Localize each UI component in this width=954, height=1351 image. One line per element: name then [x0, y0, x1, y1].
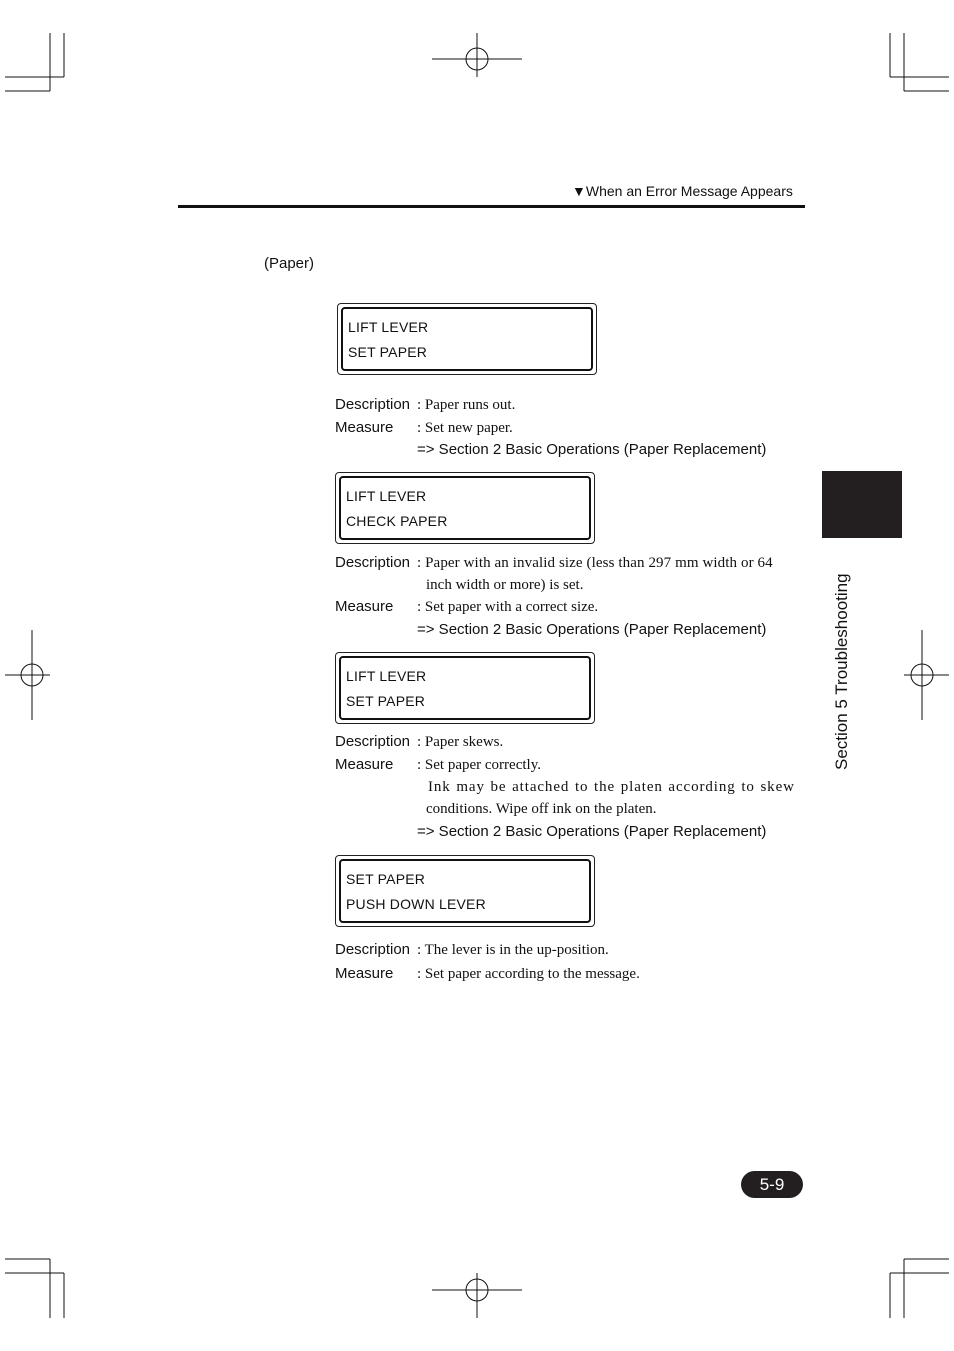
header-rule [178, 205, 805, 208]
side-section-title: Section 5 Troubleshooting [832, 573, 851, 770]
cross-reference: => Section 2 Basic Operations (Paper Replacement) [417, 621, 767, 638]
lcd-line-1: LIFT LEVER [346, 668, 427, 684]
description-text: : Paper with an invalid size (less than 297 mm width or 64 [417, 555, 773, 571]
running-header [572, 183, 793, 199]
description-label: Description [335, 396, 411, 413]
triangle-down-icon: ▼ [572, 183, 586, 199]
lcd-line-2: PUSH DOWN LEVER [346, 896, 486, 912]
lcd-frame [339, 859, 591, 923]
lcd-display [335, 855, 595, 927]
description-text: : The lever is in the up-position. [417, 942, 609, 958]
cross-reference: => Section 2 Basic Operations (Paper Replacement) [417, 441, 767, 458]
lcd-display [335, 652, 595, 724]
lcd-line-2: SET PAPER [346, 693, 426, 709]
running-header-title: When an Error Message Appears [585, 183, 793, 199]
page-number: 5-9 [741, 1171, 803, 1198]
measure-note: Ink may be attached to the platen according to skew [428, 779, 795, 795]
cross-reference: => Section 2 Basic Operations (Paper Replacement) [417, 823, 767, 840]
section-tab-marker [822, 471, 902, 538]
measure-text: : Set paper with a correct size. [417, 599, 599, 615]
lcd-line-2: CHECK PAPER [346, 513, 448, 529]
description-label: Description [335, 941, 411, 958]
description-text: : Paper skews. [417, 734, 504, 750]
measure-label: Measure [335, 598, 394, 615]
measure-label: Measure [335, 965, 394, 982]
measure-text: : Set paper correctly. [417, 757, 541, 773]
description-text-continued: inch width or more) is set. [426, 577, 584, 593]
lcd-frame [339, 656, 591, 720]
measure-text: : Set paper according to the message. [417, 966, 640, 982]
lcd-line-1: SET PAPER [346, 871, 426, 887]
description-label: Description [335, 554, 411, 571]
measure-label: Measure [335, 419, 394, 436]
lcd-line-2: SET PAPER [348, 344, 428, 360]
lcd-display [337, 303, 597, 375]
measure-label: Measure [335, 756, 394, 773]
lcd-display [335, 472, 595, 544]
lcd-frame [341, 307, 593, 371]
lcd-line-1: LIFT LEVER [346, 488, 427, 504]
description-text: : Paper runs out. [417, 397, 516, 413]
lcd-line-1: LIFT LEVER [348, 319, 429, 335]
measure-note-continued: conditions. Wipe off ink on the platen. [426, 801, 657, 817]
measure-text: : Set new paper. [417, 420, 513, 436]
subsection-heading: (Paper) [264, 255, 315, 272]
description-label: Description [335, 733, 411, 750]
lcd-frame [339, 476, 591, 540]
